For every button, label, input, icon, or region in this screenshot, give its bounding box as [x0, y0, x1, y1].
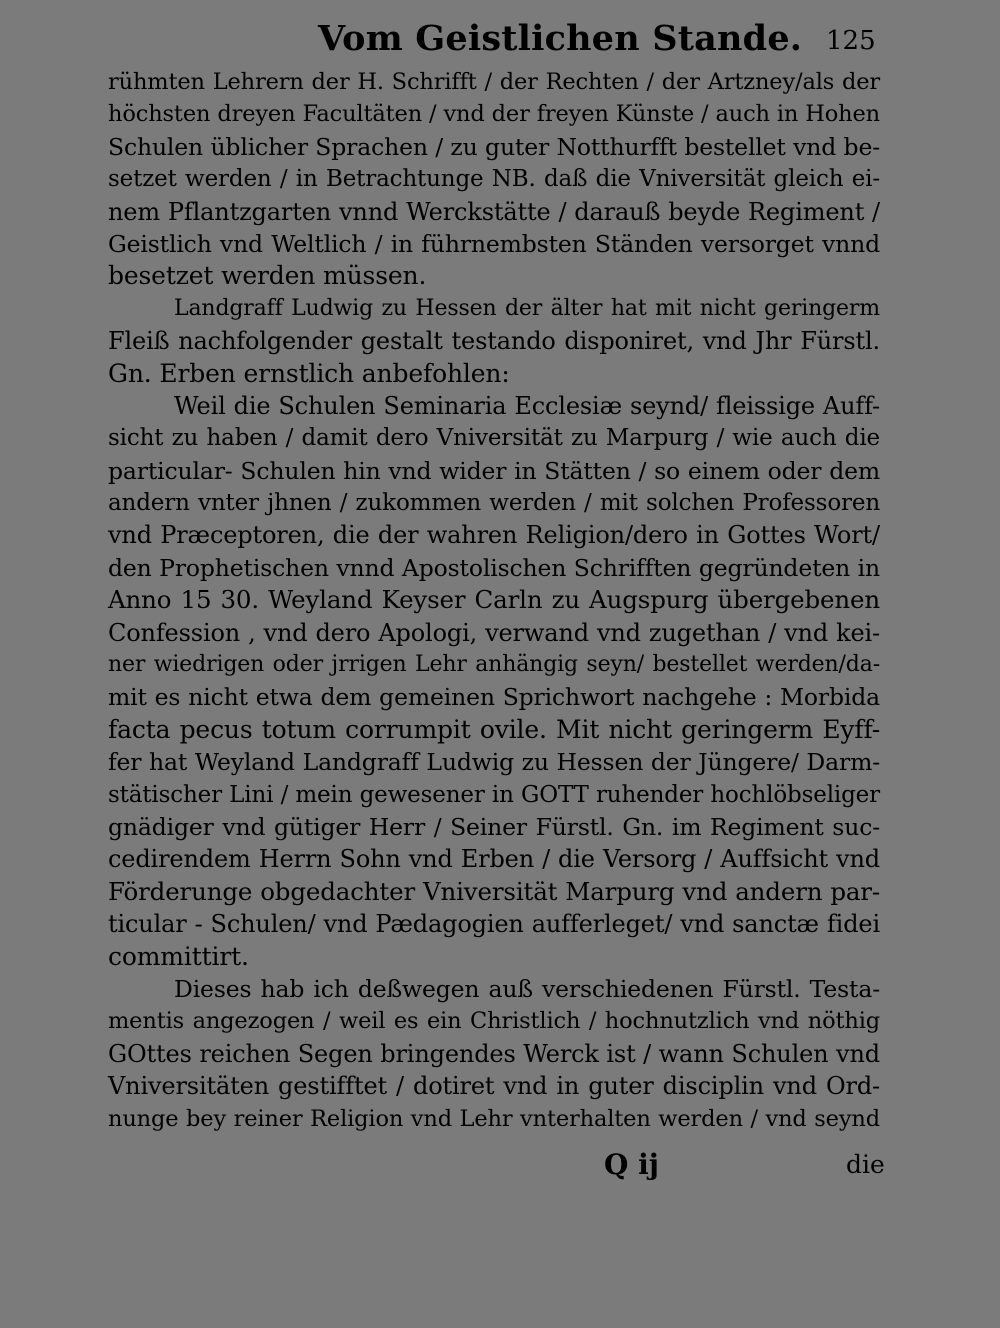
text-line: fer hat Weyland Landgraff Ludwig zu Hessen der Jüngere/ Darm- — [108, 748, 880, 777]
text-line: setzet werden / in Betrachtunge NB. daß die Vniversität gleich ei- — [108, 166, 880, 193]
text-line: mentis angezogen / weil es ein Christlich / hochnutzlich vnd nöthig — [108, 1008, 880, 1035]
text-line: GOttes reichen Segen bringendes Werck ist / wann Schulen vnd — [108, 1039, 880, 1068]
text-line: vnd Præceptoren, die der wahren Religion/dero in Gottes Wort/ — [108, 521, 880, 550]
text-line: Weil die Schulen Seminaria Ecclesiæ seynd/ fleissige Auff- — [174, 391, 880, 420]
text-line: ticular - Schulen/ vnd Pædagogien aufferleget/ vnd sanctæ fidei — [108, 910, 880, 939]
text-line: cedirendem Herrn Sohn vnd Erben / die Versorg / Auffsicht vnd — [108, 845, 880, 874]
text-line: nunge bey reiner Religion vnd Lehr vnterhalten werden / vnd seynd — [108, 1105, 880, 1132]
page-number: 125 — [826, 26, 876, 56]
text-line: Vniversitäten gestifftet / dotiret vnd in guter disciplin vnd Ord- — [108, 1072, 880, 1101]
text-line: sicht zu haben / damit dero Vniversität zu Marpurg / wie auch die — [108, 425, 880, 452]
text-line: gnädiger vnd gütiger Herr / Seiner Fürstl. Gn. im Regiment suc- — [108, 812, 880, 841]
text-line: höchsten dreyen Facultäten / vnd der freyen Künste / auch in Hohen — [108, 101, 880, 128]
text-line: Landgraff Ludwig zu Hessen der älter hat mit nicht geringerm — [174, 295, 880, 321]
text-line: mit es nicht etwa dem gemeinen Sprichwort nachgehe : Morbida — [108, 683, 880, 712]
text-line: besetzet werden müssen. — [108, 261, 427, 291]
text-line: committirt. — [108, 941, 249, 971]
running-title: Vom Geistlichen Stande. — [318, 18, 803, 59]
text-line: Anno 15 30. Weyland Keyser Carln zu Augspurg übergebenen — [108, 585, 880, 615]
text-line: Dieses hab ich deßwegen auß verschiedenen Fürstl. Testa- — [174, 974, 880, 1003]
text-line: Förderunge obgedachter Vniversität Marpurg vnd andern par- — [108, 876, 880, 906]
catchword: die — [846, 1150, 885, 1179]
text-line: stätischer Lini / mein gewesener in GOTT ruhender hochlöbseliger — [108, 781, 880, 808]
body-text — [108, 66, 880, 1135]
text-line: Geistlich vnd Weltlich / in führnembsten Ständen versorget vnnd — [108, 229, 880, 258]
text-line: nem Pflantzgarten vnnd Werckstätte / darauß beyde Regiment / — [108, 197, 880, 226]
text-line: andern vnter jhnen / zukommen werden / mit solchen Professoren — [108, 490, 880, 517]
text-line: ner wiedrigen oder jrrigen Lehr anhängig seyn/ bestellet werden/da- — [108, 652, 880, 678]
text-line: Schulen üblicher Sprachen / zu guter Notthurfft bestellet vnd be- — [108, 132, 880, 161]
text-line: Gn. Erben ernstlich anbefohlen: — [108, 358, 510, 388]
text-line: Fleiß nachfolgender gestalt testando disponiret, vnd Jhr Fürstl. — [108, 327, 880, 356]
page-footer — [0, 1148, 1000, 1188]
signature-mark: Q ij — [604, 1148, 659, 1181]
text-line: Confession , vnd dero Apologi, verwand vnd zugethan / vnd kei- — [108, 618, 880, 647]
text-line: particular- Schulen hin vnd wider in Stätten / so einem oder dem — [108, 456, 880, 485]
page-header — [0, 18, 1000, 66]
text-line: den Prophetischen vnnd Apostolischen Schrifften gegründeten in — [108, 553, 880, 582]
text-line: facta pecus totum corrumpit ovile. Mit nicht geringerm Eyff- — [108, 714, 880, 744]
text-line: rühmten Lehrern der H. Schrifft / der Rechten / der Artzney/als der — [108, 69, 880, 95]
